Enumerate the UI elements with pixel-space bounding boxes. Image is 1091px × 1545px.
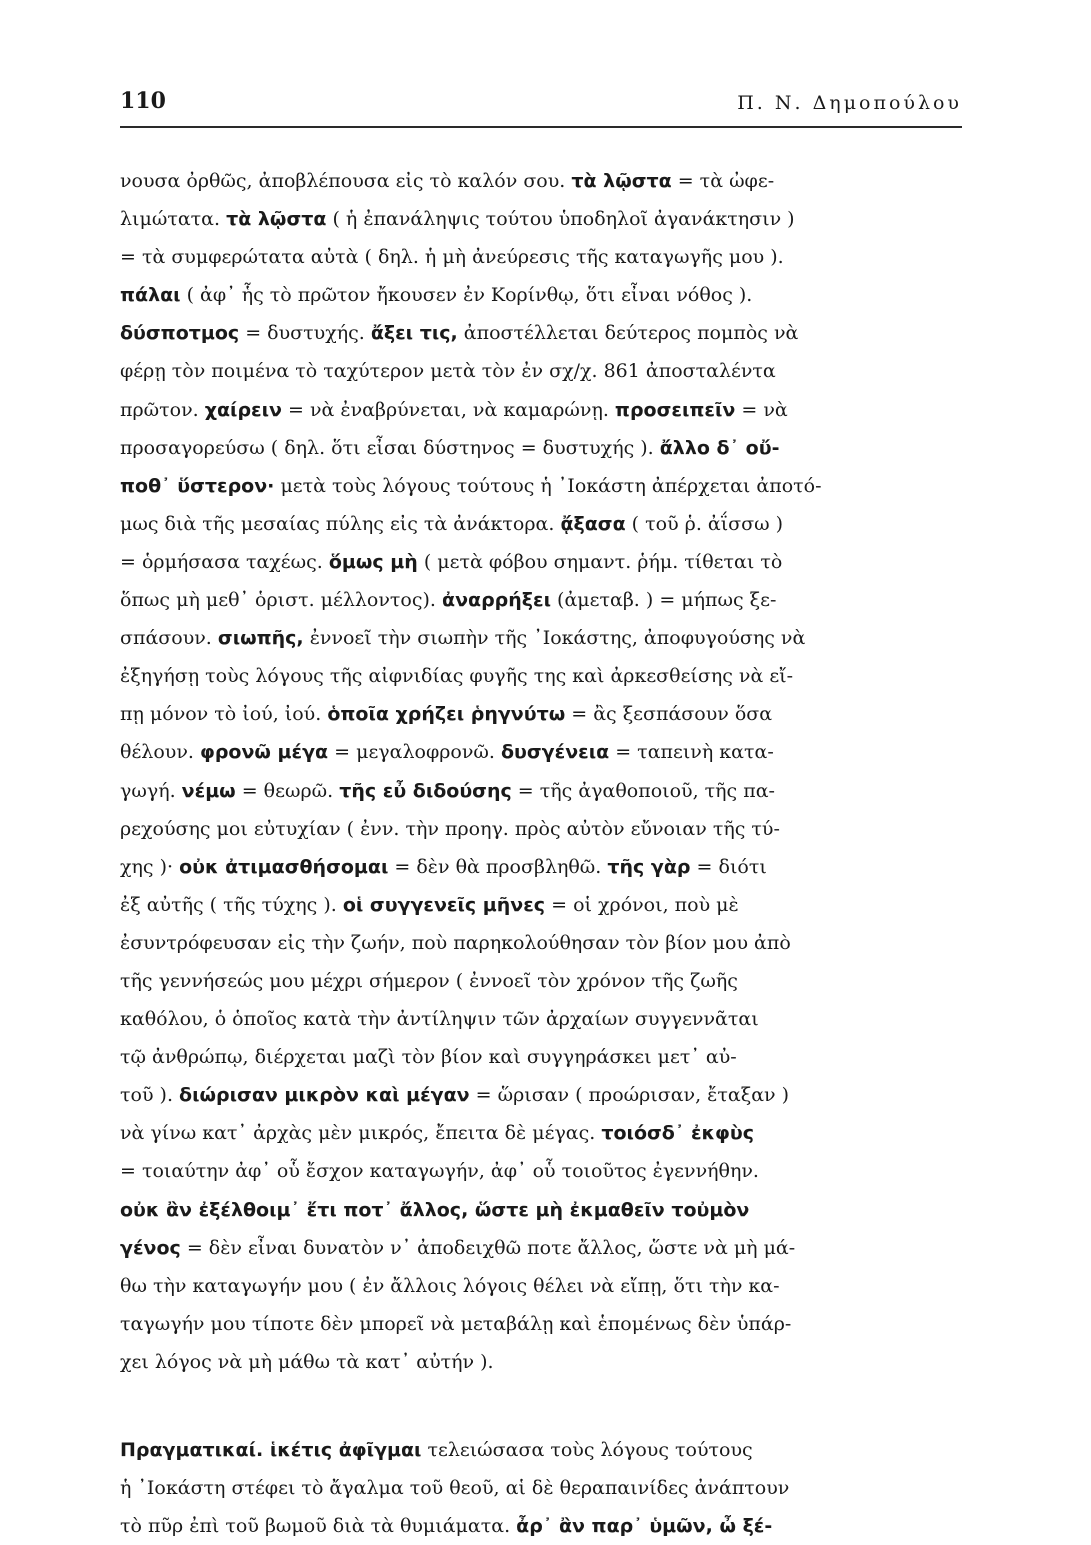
text-line (120, 162, 962, 200)
lemma-term: ᾄξασα (560, 512, 626, 535)
lemma-term: γένος (120, 1236, 181, 1259)
gloss-text: = νὰ (735, 398, 788, 421)
lemma-term: διώρισαν μικρὸν καὶ μέγαν (179, 1084, 470, 1107)
gloss-text: ἐξ αὐτῆς ( τῆς τύχης ). (120, 893, 343, 916)
lemma-term: τοιόσδ᾽ ἐκφὺς (601, 1122, 754, 1145)
lemma-term: ὁποῖα χρήζει ῥηγνύτω (327, 703, 566, 726)
lemma-term: ἄξει τις, (370, 322, 458, 345)
text-line (120, 352, 962, 390)
text-line (120, 1191, 962, 1229)
section-paragraph (120, 1431, 962, 1545)
lemma-term: προσειπεῖν (614, 398, 736, 421)
gloss-text: πῃ μόνον τὸ ἰού, ἰού. (120, 703, 328, 726)
text-line (120, 1431, 962, 1469)
text-line (120, 238, 962, 276)
paragraph-gap (120, 1381, 962, 1431)
body-text (120, 162, 962, 1545)
text-line (120, 1469, 962, 1507)
gloss-text: ( μετὰ φόβου σημαντ. ῥήμ. τίθεται τὸ (417, 550, 783, 573)
gloss-text: πρῶτον. (120, 398, 205, 421)
page-header (120, 88, 962, 128)
lemma-term: Πραγματικαί. (120, 1439, 270, 1461)
text-line (120, 276, 962, 314)
gloss-text: ( ἡ ἐπανάληψις τούτου ὑποδηλοῖ ἀγανάκτησιν ) (326, 208, 795, 231)
gloss-text: σπάσουν. (120, 627, 218, 650)
text-line (120, 391, 962, 429)
lemma-term: ποθ᾽ ὕστερον· (120, 474, 275, 497)
gloss-text: ἐξηγήσῃ τοὺς λόγους τῆς αἰφνιδίας φυγῆς της καὶ ἀρκεσθείσης νὰ εἴ- (120, 665, 794, 688)
text-line (120, 886, 962, 924)
gloss-text: χει λόγος νὰ μὴ μάθω τὰ κατ᾽ αὐτήν ). (120, 1350, 494, 1373)
gloss-text: νὰ γίνω κατ᾽ ἀρχὰς μὲν μικρός, ἔπειτα δὲ μέγας. (120, 1122, 602, 1145)
lemma-term: σιωπῆς, (217, 627, 304, 650)
text-line (120, 1507, 962, 1545)
text-line (120, 619, 962, 657)
gloss-text: λιμώτατα. (120, 208, 227, 231)
gloss-text: ἡ ᾿Ιοκάστη στέφει τὸ ἄγαλμα τοῦ θεοῦ, αἱ δὲ θεραπαινίδες ἀνάπτουν (120, 1477, 790, 1500)
gloss-text: = τὰ ὠφε- (671, 170, 775, 192)
gloss-text: ἀποστέλλεται δεύτερος πομπὸς νὰ (457, 322, 799, 345)
gloss-text: προσαγορεύσω ( δηλ. ὅτι εἶσαι δύστηνος = δυστυχής ). (120, 436, 660, 459)
gloss-text: γωγή. (120, 779, 182, 802)
text-line (120, 581, 962, 619)
gloss-text: ἐννοεῖ τὴν σιωπὴν τῆς ᾿Ιοκάστης, ἀποφυγούσης νὰ (303, 627, 806, 650)
text-line (120, 1343, 962, 1381)
text-line (120, 505, 962, 543)
lemma-term: οἱ συγγενεῖς μῆνες (342, 893, 546, 916)
gloss-text: χης )· (120, 855, 180, 878)
lemma-term: τῆς εὖ διδούσης (339, 779, 512, 802)
text-line (120, 772, 962, 810)
lemma-term: ἀναρρήξει (442, 589, 551, 612)
gloss-text: = δυστυχής. (239, 322, 371, 345)
gloss-text: = ἂς ξεσπάσουν ὅσα (565, 703, 773, 726)
text-line (120, 543, 962, 581)
lemma-term: ἄλλο δ᾽ οὔ- (659, 436, 780, 459)
lemma-term: τὰ λῷστα (226, 208, 327, 231)
gloss-text: τὸ πῦρ ἐπὶ τοῦ βωμοῦ διὰ τὰ θυμιάματα. (120, 1515, 517, 1538)
gloss-text: φέρῃ τὸν ποιμένα τὸ ταχύτερον μετὰ τὸν ἐν σχ/χ. 861 ἀποσταλέντα (120, 360, 776, 383)
gloss-text: τελειώσασα τοὺς λόγους τούτους (421, 1439, 753, 1461)
text-line (120, 848, 962, 886)
commentary-paragraph (120, 162, 962, 1381)
lemma-term: δυσγένεια (501, 741, 610, 764)
lemma-term: τὰ λῷστα (571, 170, 672, 192)
text-line (120, 1229, 962, 1267)
gloss-text: νουσα ὀρθῶς, ἀποβλέπουσα εἰς τὸ καλόν σου. (120, 170, 572, 192)
gloss-text: (ἀμεταβ. ) = μήπως ξε- (551, 589, 777, 612)
lemma-term: φρονῶ μέγα (199, 741, 329, 764)
text-line (120, 1000, 962, 1038)
text-line (120, 1152, 962, 1190)
gloss-text: = οἱ χρόνοι, ποὺ μὲ (545, 893, 739, 916)
gloss-text: καθόλου, ὁ ὁποῖος κατὰ τὴν ἀντίληψιν τῶν ἀρχαίων συγγεννᾶται (120, 1008, 759, 1031)
gloss-text: = ὁρμήσασα ταχέως. (120, 550, 329, 573)
text-line (120, 429, 962, 467)
text-line (120, 1267, 962, 1305)
gloss-text: = ταπεινὴ κατα- (609, 741, 774, 764)
gloss-text: ( τοῦ ῥ. ἀΐσσω ) (625, 512, 784, 535)
gloss-text: = θεωρῶ. (235, 779, 340, 802)
header-rule (120, 126, 962, 128)
text-line (120, 200, 962, 238)
gloss-text: = ὥρισαν ( προώρισαν, ἔταξαν ) (469, 1084, 790, 1107)
text-line (120, 467, 962, 505)
gloss-text: θέλουν. (120, 741, 200, 764)
lemma-term: δύσποτμος (120, 322, 240, 345)
text-line (120, 733, 962, 771)
lemma-term: ὅμως μὴ (328, 550, 418, 573)
text-line (120, 1038, 962, 1076)
lemma-term: οὐκ ἂν ἐξέλθοιμ᾽ ἔτι ποτ᾽ ἄλλος, ὥστε μὴ ἐκμαθεῖν τοὐμὸν (120, 1198, 750, 1221)
lemma-term: τῆς γὰρ (607, 855, 691, 878)
gloss-text: = δὲν θὰ προσβληθῶ. (388, 855, 608, 878)
gloss-text: τῆς γεννήσεώς μου μέχρι σήμερον ( ἐννοεῖ τὸν χρόνον τῆς ζωῆς (120, 969, 738, 992)
page-number: 110 (120, 88, 166, 114)
text-line (120, 810, 962, 848)
gloss-text: τῷ ἀνθρώπῳ, διέρχεται μαζὶ τὸν βίον καὶ συγγηράσκει μετ᾽ αὐ- (120, 1046, 737, 1069)
gloss-text: τοῦ ). (120, 1084, 180, 1107)
gloss-text: ( ἀφ᾽ ἧς τὸ πρῶτον ἤκουσεν ἐν Κορίνθῳ, ὅτι εἶναι νόθος ). (180, 284, 753, 307)
lemma-term: ἆρ᾽ ἂν παρ᾽ ὑμῶν, ὦ ξέ- (516, 1515, 773, 1538)
gloss-text: ἐσυντρόφευσαν εἰς τὴν ζωήν, ποὺ παρηκολούθησαν τὸν βίον μου ἀπὸ (120, 931, 791, 954)
lemma-term: οὐκ ἀτιμασθήσομαι (179, 855, 389, 878)
lemma-term: νέμω (181, 779, 236, 802)
text-line (120, 1305, 962, 1343)
text-line (120, 314, 962, 352)
gloss-text: μετὰ τοὺς λόγους τούτους ἡ ᾿Ιοκάστη ἀπέρχεται ἀποτό- (274, 474, 822, 497)
gloss-text: ρεχούσης μοι εὐτυχίαν ( ἐνν. τὴν προηγ. πρὸς αὐτὸν εὔνοιαν τῆς τύ- (120, 817, 780, 840)
gloss-text: θω τὴν καταγωγήν μου ( ἐν ἄλλοις λόγοις θέλει νὰ εἴπῃ, ὅτι τὴν κα- (120, 1274, 780, 1297)
gloss-text: = τοιαύτην ἀφ᾽ οὗ ἔσχον καταγωγήν, ἀφ᾽ οὗ τοιοῦτος ἐγεννήθην. (120, 1160, 759, 1183)
running-head: Π. Ν. Δημοπούλου (737, 92, 962, 114)
gloss-text: = μεγαλοφρονῶ. (328, 741, 501, 764)
gloss-text: = διότι (690, 855, 767, 878)
text-line (120, 657, 962, 695)
gloss-text: = δὲν εἶναι δυνατὸν ν᾽ ἀποδειχθῶ ποτε ἄλλος, ὥστε νὰ μὴ μά- (180, 1236, 796, 1259)
gloss-text: = τὰ συμφερώτατα αὐτὰ ( δηλ. ἡ μὴ ἀνεύρεσις τῆς καταγωγῆς μου ). (120, 246, 784, 269)
text-line (120, 1114, 962, 1152)
text-line (120, 924, 962, 962)
gloss-text: = τῆς ἀγαθοποιοῦ, τῆς πα- (511, 779, 775, 802)
text-line (120, 962, 962, 1000)
lemma-term: πάλαι (120, 284, 181, 307)
gloss-text: ταγωγήν μου τίποτε δὲν μπορεῖ νὰ μεταβάλῃ καὶ ἑπομένως δὲν ὑπάρ- (120, 1312, 792, 1335)
gloss-text: ὅπως μὴ μεθ᾽ ὁριστ. μέλλοντος). (120, 589, 443, 612)
text-line (120, 1076, 962, 1114)
lemma-term: ἱκέτις ἀφῖγμαι (269, 1439, 422, 1461)
gloss-text: μως διὰ τῆς μεσαίας πύλης εἰς τὰ ἀνάκτορα. (120, 512, 561, 535)
gloss-text: = νὰ ἐναβρύνεται, νὰ καμαρώνῃ. (281, 398, 615, 421)
text-line (120, 695, 962, 733)
lemma-term: χαίρειν (204, 398, 282, 421)
